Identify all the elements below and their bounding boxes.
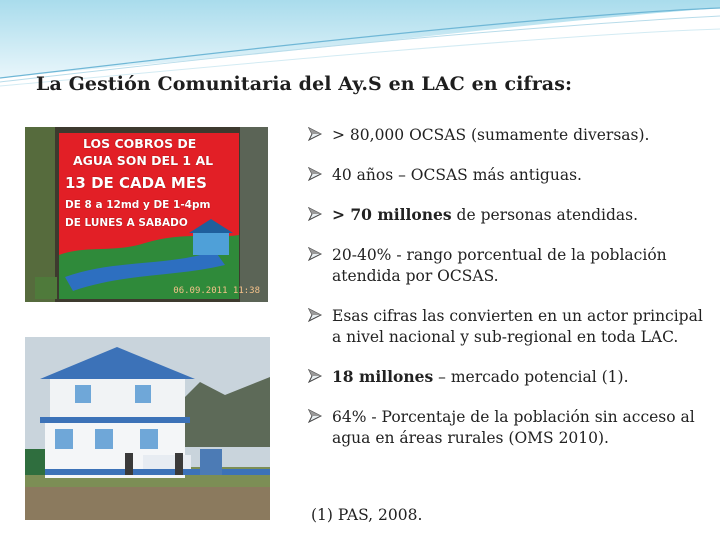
bullet-item (308, 244, 703, 287)
bullet-text: 20-40% - rango porcentual de la población atendida por OCSAS. (332, 246, 667, 285)
sign-line-3: 13 DE CADA MES (65, 174, 207, 192)
arrowhead-bullet-icon (308, 167, 322, 181)
bullet-item (308, 204, 703, 226)
bullet-text: – mercado potencial (1). (433, 368, 629, 386)
bullet-text: 40 años – OCSAS más antiguas. (332, 166, 582, 184)
arrowhead-bullet-icon (308, 308, 322, 322)
arrowhead-bullet-icon (308, 207, 322, 221)
bullet-text: Esas cifras las convierten en un actor principal a nivel nacional y sub-regional en toda LAC. (332, 307, 703, 346)
statistics-bullet-list (308, 124, 703, 461)
bullet-item (308, 406, 703, 449)
sign-line-4: DE 8 a 12md y DE 1-4pm (65, 199, 211, 211)
arrowhead-bullet-icon (308, 127, 322, 141)
bullet-text: 64% - Porcentaje de la población sin acceso al agua en áreas rurales (OMS 2010). (332, 408, 695, 447)
building-photo-illustration (25, 337, 270, 520)
sign-photo (25, 127, 268, 302)
arrowhead-bullet-icon (308, 409, 322, 423)
bullet-strong-text: 18 millones (332, 367, 434, 386)
bullet-item (308, 366, 703, 388)
sign-line-5: DE LUNES A SABADO (65, 217, 188, 229)
arrowhead-bullet-icon (308, 369, 322, 383)
bullet-item (308, 164, 703, 186)
building-photo (25, 337, 270, 520)
footnote: (1) PAS, 2008. (311, 506, 423, 524)
bullet-item (308, 124, 703, 146)
bullet-strong-text: > 70 millones (332, 205, 452, 224)
bullet-text: de personas atendidas. (451, 206, 639, 224)
photo-timestamp: 06.09.2011 11:38 (173, 286, 260, 296)
sign-line-2: AGUA SON DEL 1 AL (73, 153, 214, 168)
sign-line-1: LOS COBROS DE (83, 136, 197, 151)
slide-title: La Gestión Comunitaria del Ay.S en LAC en cifras: (36, 73, 573, 95)
bullet-text: > 80,000 OCSAS (sumamente diversas). (332, 126, 650, 144)
bullet-item (308, 305, 703, 348)
arrowhead-bullet-icon (308, 247, 322, 261)
